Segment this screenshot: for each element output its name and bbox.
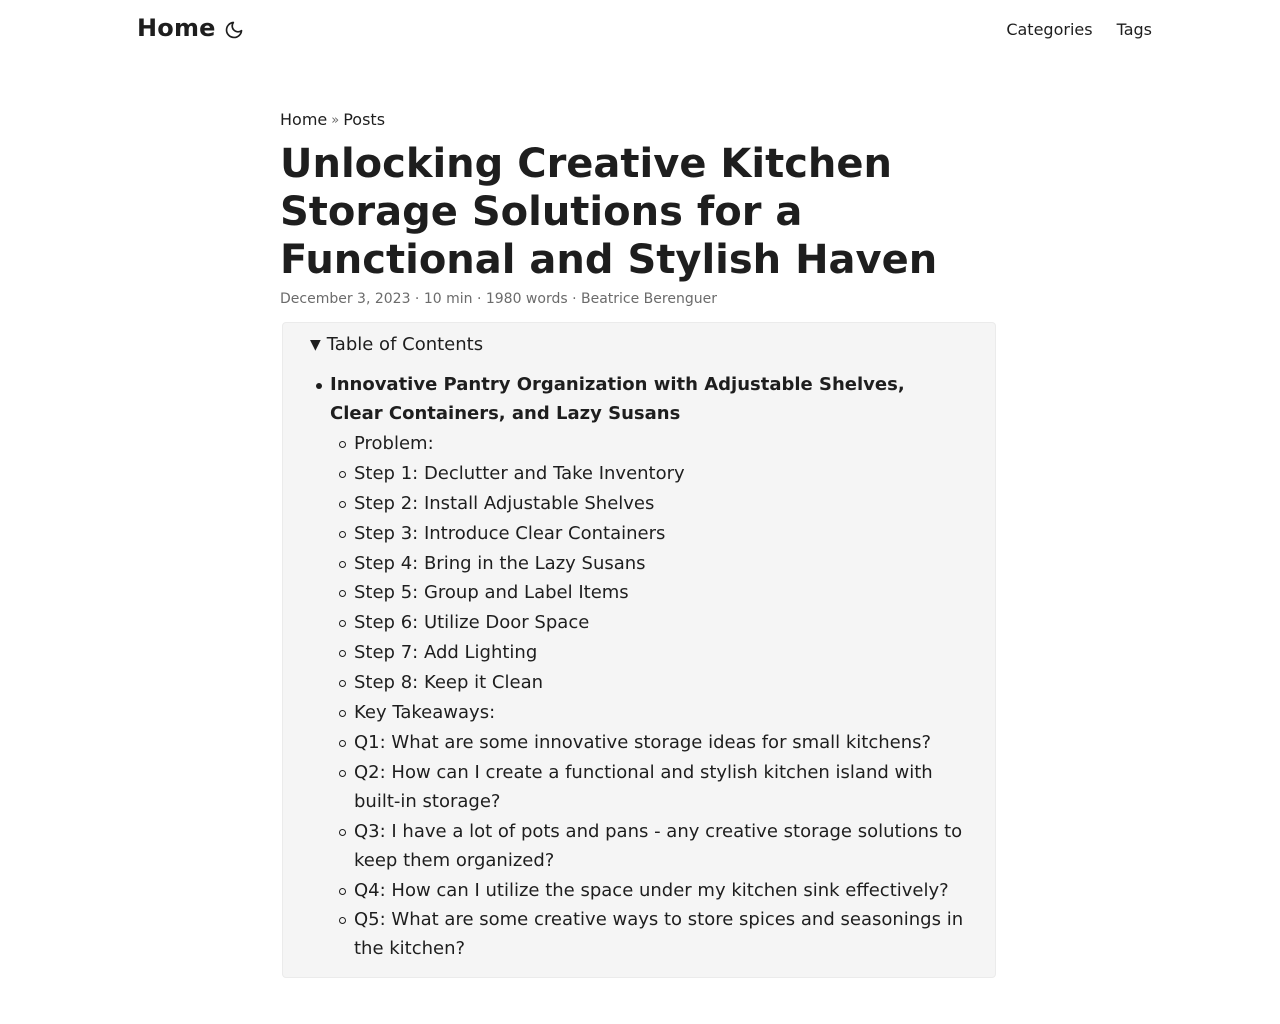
menu-item-categories[interactable]: Categories	[1006, 20, 1093, 39]
circle-bullet-icon	[339, 620, 346, 627]
circle-bullet-icon	[339, 471, 346, 478]
toc-link[interactable]: Problem:	[354, 433, 434, 454]
toc-sub-item	[354, 905, 964, 963]
toc-sub-item	[354, 728, 964, 757]
circle-bullet-icon	[339, 501, 346, 508]
toc-sub-item	[354, 758, 964, 816]
table-of-contents	[282, 322, 996, 978]
toc-sub-item	[354, 459, 964, 488]
home-logo-link[interactable]: Home	[137, 14, 216, 42]
post-main	[280, 108, 1000, 960]
toc-link[interactable]: Step 8: Keep it Clean	[354, 672, 544, 694]
circle-bullet-icon	[339, 829, 346, 836]
circle-bullet-icon	[339, 531, 346, 538]
toc-sub-item	[354, 698, 964, 727]
toc-summary-label: Table of Contents	[326, 334, 484, 355]
toc-sub-item	[354, 549, 964, 578]
toc-link[interactable]: Q2: How can I create a functional and stylish kitchen island with built-in storage?	[354, 761, 933, 812]
breadcrumb-home-link[interactable]: Home	[280, 110, 328, 129]
breadcrumb	[280, 108, 1000, 134]
theme-toggle-button[interactable]	[224, 20, 244, 40]
toc-sub-item	[354, 489, 964, 518]
toc-sub-item	[354, 578, 964, 607]
circle-bullet-icon	[339, 710, 346, 717]
circle-bullet-icon	[339, 441, 346, 448]
toc-link[interactable]: Step 2: Install Adjustable Shelves	[354, 492, 655, 514]
toc-link[interactable]: Step 1: Declutter and Take Inventory	[354, 462, 685, 484]
toc-main-link[interactable]: Innovative Pantry Organization with Adjustable Shelves, Clear Containers, and Lazy Susans	[330, 374, 905, 424]
circle-bullet-icon	[339, 917, 346, 924]
toc-link[interactable]: Q5: What are some creative ways to store spices and seasonings in the kitchen?	[354, 909, 964, 960]
breadcrumb-separator: »	[331, 113, 340, 128]
toc-sub-item	[354, 638, 964, 667]
toc-sub-item	[354, 519, 964, 548]
toc-sub-item	[354, 876, 964, 905]
main-menu	[1006, 20, 1152, 39]
toc-link[interactable]: Q4: How can I utilize the space under my kitchen sink effectively?	[354, 879, 949, 901]
moon-icon	[224, 20, 244, 40]
bullet-icon	[316, 383, 322, 389]
site-header	[0, 0, 1280, 60]
toc-link[interactable]: Step 4: Bring in the Lazy Susans	[354, 552, 646, 574]
toc-link[interactable]: Step 7: Add Lighting	[354, 642, 538, 664]
toc-sub-item	[354, 668, 964, 697]
toc-link[interactable]: Q1: What are some innovative storage ideas for small kitchens?	[354, 731, 932, 753]
circle-bullet-icon	[339, 680, 346, 687]
toc-sub-list	[354, 429, 964, 964]
post-title: Unlocking Creative Kitchen Storage Solutions for a Functional and Stylish Haven	[280, 141, 938, 283]
breadcrumb-posts-link[interactable]: Posts	[343, 110, 386, 129]
toc-link[interactable]: Step 6: Utilize Door Space	[354, 612, 590, 634]
menu-item-tags[interactable]: Tags	[1116, 20, 1152, 39]
circle-bullet-icon	[339, 888, 346, 895]
toc-link[interactable]: Step 5: Group and Label Items	[354, 582, 629, 604]
toc-main-item	[330, 370, 950, 428]
toc-sub-item	[354, 608, 964, 637]
toc-sub-item	[354, 429, 964, 458]
circle-bullet-icon	[339, 590, 346, 597]
caret-down-icon: ▼	[310, 337, 321, 353]
toc-sub-item	[354, 817, 964, 875]
toc-link[interactable]: Step 3: Introduce Clear Containers	[354, 522, 666, 544]
toc-link[interactable]: Key Takeaways:	[354, 702, 496, 724]
circle-bullet-icon	[339, 561, 346, 568]
toc-toggle[interactable]	[310, 334, 483, 357]
circle-bullet-icon	[339, 770, 346, 777]
toc-link[interactable]: Q3: I have a lot of pots and pans - any creative storage solutions to keep them organized?	[354, 820, 963, 871]
circle-bullet-icon	[339, 740, 346, 747]
post-meta: December 3, 2023 · 10 min · 1980 words · Beatrice Berenguer	[280, 291, 717, 307]
circle-bullet-icon	[339, 650, 346, 657]
